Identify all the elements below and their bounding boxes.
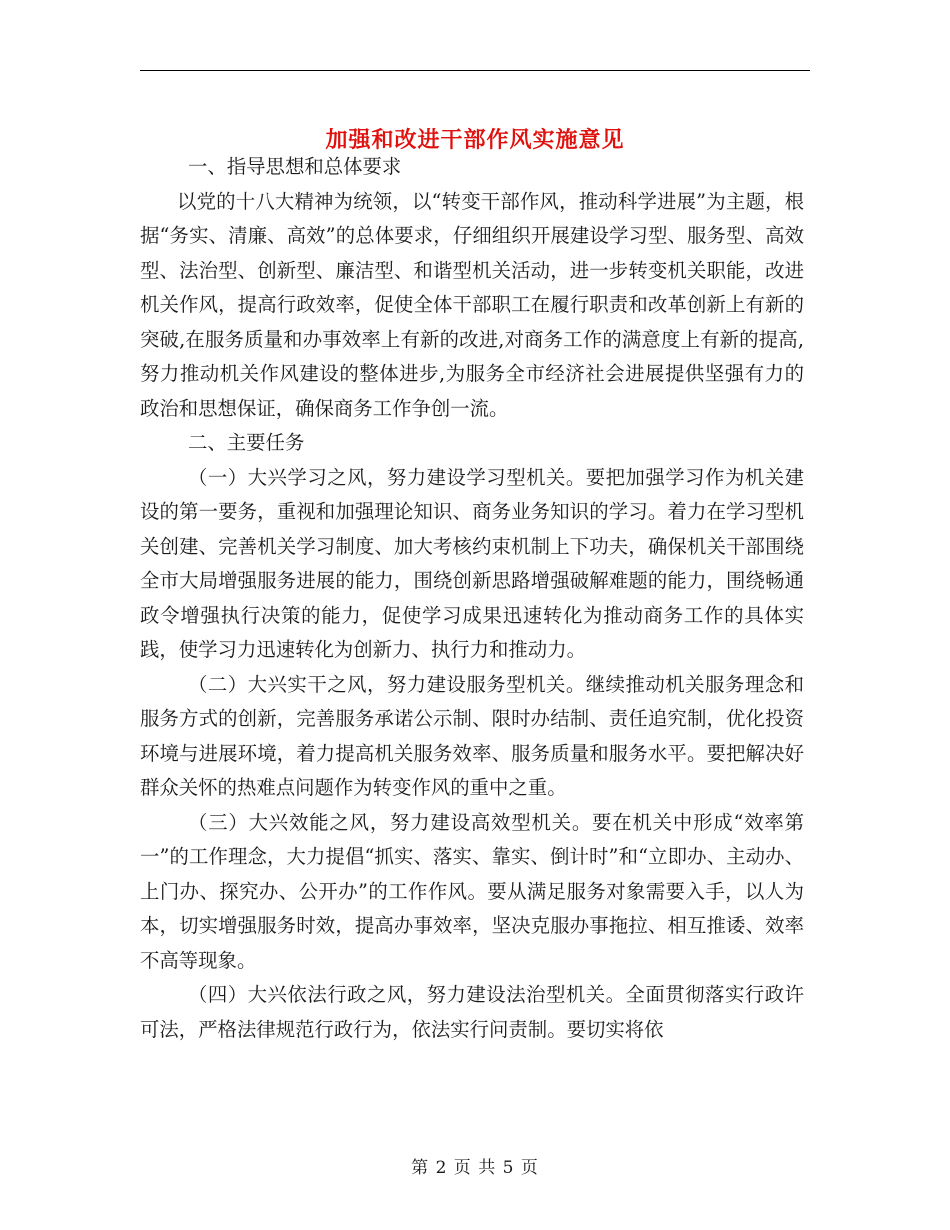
body-paragraph: （三）大兴效能之风，努力建设高效型机关。要在机关中形成“效率第一”的工作理念，大力提倡“抓实、落实、靠实、倒计时”和“立即办、主动办、上门办、探究办、公开办”的工作作风。要从满足服务对象需要入手，以人为本，切实增强服务时效，提高办事效率，坚决克服办事拖拉、相互推诿、效率不高等现象。 — [140, 810, 804, 972]
page-number: 第 2 页 共 5 页 — [411, 1158, 539, 1178]
body-paragraph: （二）大兴实干之风，努力建设服务型机关。继续推动机关服务理念和服务方式的创新，完善服务承诺公示制、限时办结制、责任追究制，优化投资环境与进展环境，着力提高机关服务效率、服务质量和服务水平。要把解决好群众关怀的热难点问题作为转变作风的重中之重。 — [140, 672, 804, 799]
document-title: 加强和改进干部作风实施意见 — [325, 127, 625, 153]
header-divider — [140, 70, 810, 71]
body-paragraph: 以党的十八大精神为统领，以“转变干部作风，推动科学进展”为主题，根据“务实、清廉、高效”的总体要求，仔细组织开展建设学习型、服务型、高效型、法治型、创新型、廉洁型、和谐型机关活动，进一步转变机关职能，改进机关作风，提高行政效率，促使全体干部职工在履行职责和改革创新上有新的突破,在服务质量和办事效率上有新的改进,对商务工作的满意度上有新的提高,努力推动机关作风建设的整体进步,为服务全市经济社会进展提供坚强有力的政治和思想保证，确保商务工作争创一流。 — [140, 189, 804, 420]
section-heading: 一、指导思想和总体要求 — [188, 155, 402, 178]
section-heading: 二、主要任务 — [188, 431, 305, 454]
document-body — [140, 150, 804, 1047]
body-paragraph: （一）大兴学习之风，努力建设学习型机关。要把加强学习作为机关建设的第一要务，重视和加强理论知识、商务业务知识的学习。着力在学习型机关创建、完善机关学习制度、加大考核约束机制上下功夫，确保机关干部围绕全市大局增强服务进展的能力，围绕创新思路增强破解难题的能力，围绕畅通政令增强执行决策的能力，促使学习成果迅速转化为推动商务工作的具体实践，使学习力迅速转化为创新力、执行力和推动力。 — [140, 465, 804, 661]
body-paragraph: （四）大兴依法行政之风，努力建设法治型机关。全面贯彻落实行政许可法，严格法律规范行政行为，依法实行问责制。要切实将依 — [140, 983, 804, 1041]
